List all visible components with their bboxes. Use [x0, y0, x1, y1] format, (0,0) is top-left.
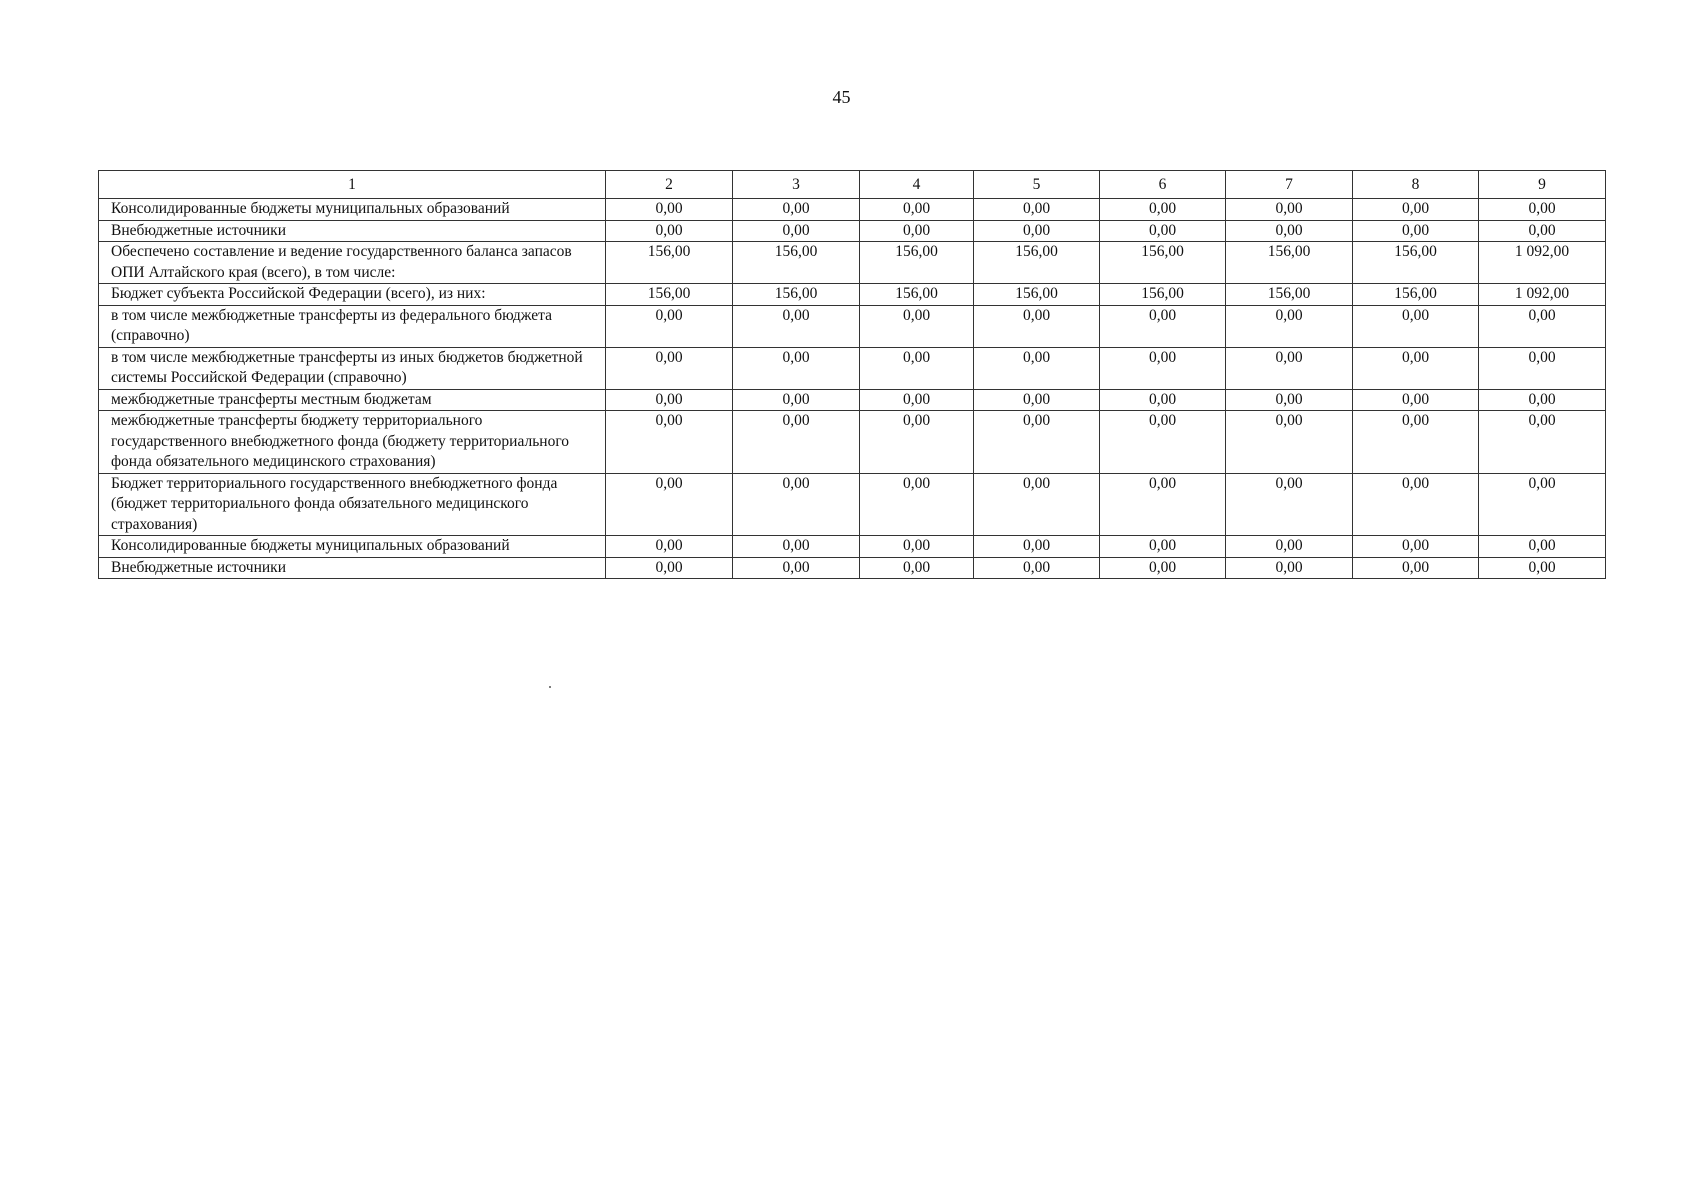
row-value: 156,00 — [733, 242, 860, 284]
column-header: 5 — [974, 171, 1100, 199]
row-value: 0,00 — [1353, 557, 1479, 579]
row-value: 0,00 — [733, 199, 860, 221]
row-value: 156,00 — [1226, 284, 1353, 306]
row-value: 0,00 — [1353, 199, 1479, 221]
budget-table — [98, 170, 1606, 579]
row-value: 0,00 — [1226, 411, 1353, 474]
row-value: 0,00 — [1353, 389, 1479, 411]
row-value: 0,00 — [1353, 347, 1479, 389]
row-value: 0,00 — [860, 389, 974, 411]
row-value: 0,00 — [1100, 473, 1226, 536]
row-value: 0,00 — [1353, 220, 1479, 242]
row-value: 0,00 — [974, 536, 1100, 558]
row-value: 0,00 — [606, 536, 733, 558]
row-label: Бюджет субъекта Российской Федерации (всего), из них: — [99, 284, 606, 306]
row-value: 156,00 — [606, 284, 733, 306]
row-value: 0,00 — [1100, 199, 1226, 221]
row-value: 0,00 — [1100, 557, 1226, 579]
row-value: 156,00 — [974, 242, 1100, 284]
row-value: 0,00 — [1100, 389, 1226, 411]
row-value: 0,00 — [1226, 473, 1353, 536]
column-header: 3 — [733, 171, 860, 199]
row-value: 0,00 — [1479, 347, 1606, 389]
header-row — [99, 171, 1606, 199]
row-value: 0,00 — [606, 557, 733, 579]
row-value: 1 092,00 — [1479, 284, 1606, 306]
row-value: 0,00 — [974, 473, 1100, 536]
row-value: 0,00 — [606, 473, 733, 536]
row-value: 0,00 — [606, 389, 733, 411]
row-value: 156,00 — [1100, 284, 1226, 306]
row-value: 156,00 — [974, 284, 1100, 306]
table-row — [99, 557, 1606, 579]
row-value: 0,00 — [1226, 557, 1353, 579]
row-value: 156,00 — [1226, 242, 1353, 284]
column-header: 6 — [1100, 171, 1226, 199]
column-header: 4 — [860, 171, 974, 199]
table-row — [99, 536, 1606, 558]
row-value: 0,00 — [606, 305, 733, 347]
row-value: 156,00 — [1353, 284, 1479, 306]
row-value: 0,00 — [1100, 411, 1226, 474]
row-value: 0,00 — [1479, 473, 1606, 536]
row-label: в том числе межбюджетные трансферты из федерального бюджета (справочно) — [99, 305, 606, 347]
row-value: 0,00 — [1479, 411, 1606, 474]
row-value: 0,00 — [974, 389, 1100, 411]
row-value: 156,00 — [1100, 242, 1226, 284]
row-label: в том числе межбюджетные трансферты из иных бюджетов бюджетной системы Российской Федерации (справочно) — [99, 347, 606, 389]
row-value: 0,00 — [1353, 473, 1479, 536]
row-value: 0,00 — [733, 473, 860, 536]
row-value: 0,00 — [1100, 305, 1226, 347]
row-value: 0,00 — [974, 305, 1100, 347]
row-value: 0,00 — [733, 389, 860, 411]
row-label: Обеспечено составление и ведение государственного баланса запасов ОПИ Алтайского края (всего), в том числе: — [99, 242, 606, 284]
row-value: 0,00 — [733, 411, 860, 474]
row-value: 0,00 — [860, 473, 974, 536]
row-value: 0,00 — [860, 305, 974, 347]
row-value: 0,00 — [974, 220, 1100, 242]
row-value: 156,00 — [733, 284, 860, 306]
column-header: 2 — [606, 171, 733, 199]
row-value: 0,00 — [1479, 389, 1606, 411]
table-row — [99, 220, 1606, 242]
row-value: 0,00 — [606, 411, 733, 474]
row-value: 0,00 — [1479, 557, 1606, 579]
row-label: межбюджетные трансферты местным бюджетам — [99, 389, 606, 411]
column-header: 7 — [1226, 171, 1353, 199]
row-value: 156,00 — [860, 284, 974, 306]
row-value: 0,00 — [860, 536, 974, 558]
row-value: 0,00 — [974, 411, 1100, 474]
scan-speck — [549, 686, 551, 688]
table-row — [99, 305, 1606, 347]
row-value: 0,00 — [860, 199, 974, 221]
row-value: 0,00 — [1226, 347, 1353, 389]
row-value: 0,00 — [1100, 347, 1226, 389]
row-value: 0,00 — [733, 305, 860, 347]
row-label: Внебюджетные источники — [99, 220, 606, 242]
row-value: 0,00 — [1226, 305, 1353, 347]
row-value: 0,00 — [974, 557, 1100, 579]
row-value: 156,00 — [1353, 242, 1479, 284]
table-row — [99, 242, 1606, 284]
table-row — [99, 284, 1606, 306]
table-header — [99, 171, 1606, 199]
row-value: 0,00 — [733, 347, 860, 389]
row-value: 0,00 — [1100, 220, 1226, 242]
row-value: 0,00 — [974, 199, 1100, 221]
row-value: 0,00 — [1353, 536, 1479, 558]
row-value: 156,00 — [860, 242, 974, 284]
row-value: 0,00 — [606, 220, 733, 242]
row-label: Бюджет территориального государственного внебюджетного фонда (бюджет территориального фонда обязательного медицинского страхования) — [99, 473, 606, 536]
row-value: 0,00 — [1226, 536, 1353, 558]
column-header: 8 — [1353, 171, 1479, 199]
row-value: 0,00 — [1353, 305, 1479, 347]
row-value: 0,00 — [1479, 220, 1606, 242]
row-value: 0,00 — [974, 347, 1100, 389]
row-value: 0,00 — [1226, 220, 1353, 242]
row-value: 0,00 — [606, 347, 733, 389]
row-value: 0,00 — [1479, 305, 1606, 347]
row-value: 0,00 — [860, 347, 974, 389]
row-value: 0,00 — [1226, 199, 1353, 221]
row-value: 0,00 — [1479, 199, 1606, 221]
row-value: 0,00 — [606, 199, 733, 221]
column-header: 1 — [99, 171, 606, 199]
row-value: 0,00 — [860, 220, 974, 242]
row-value: 0,00 — [1479, 536, 1606, 558]
row-value: 0,00 — [733, 536, 860, 558]
row-label: Консолидированные бюджеты муниципальных образований — [99, 536, 606, 558]
row-value: 0,00 — [860, 411, 974, 474]
row-value: 0,00 — [1100, 536, 1226, 558]
row-value: 1 092,00 — [1479, 242, 1606, 284]
row-value: 0,00 — [1353, 411, 1479, 474]
table-row — [99, 389, 1606, 411]
row-label: межбюджетные трансферты бюджету территориального государственного внебюджетного фонда (бюджету территориального фонда обязательного медицинского страхования) — [99, 411, 606, 474]
row-value: 0,00 — [860, 557, 974, 579]
row-value: 0,00 — [733, 220, 860, 242]
column-header: 9 — [1479, 171, 1606, 199]
table-body — [99, 199, 1606, 579]
table-row — [99, 347, 1606, 389]
row-value: 156,00 — [606, 242, 733, 284]
page-number: 45 — [832, 87, 851, 107]
table-row — [99, 473, 1606, 536]
table-row — [99, 199, 1606, 221]
row-label: Консолидированные бюджеты муниципальных образований — [99, 199, 606, 221]
row-label: Внебюджетные источники — [99, 557, 606, 579]
table-row — [99, 411, 1606, 474]
row-value: 0,00 — [733, 557, 860, 579]
row-value: 0,00 — [1226, 389, 1353, 411]
